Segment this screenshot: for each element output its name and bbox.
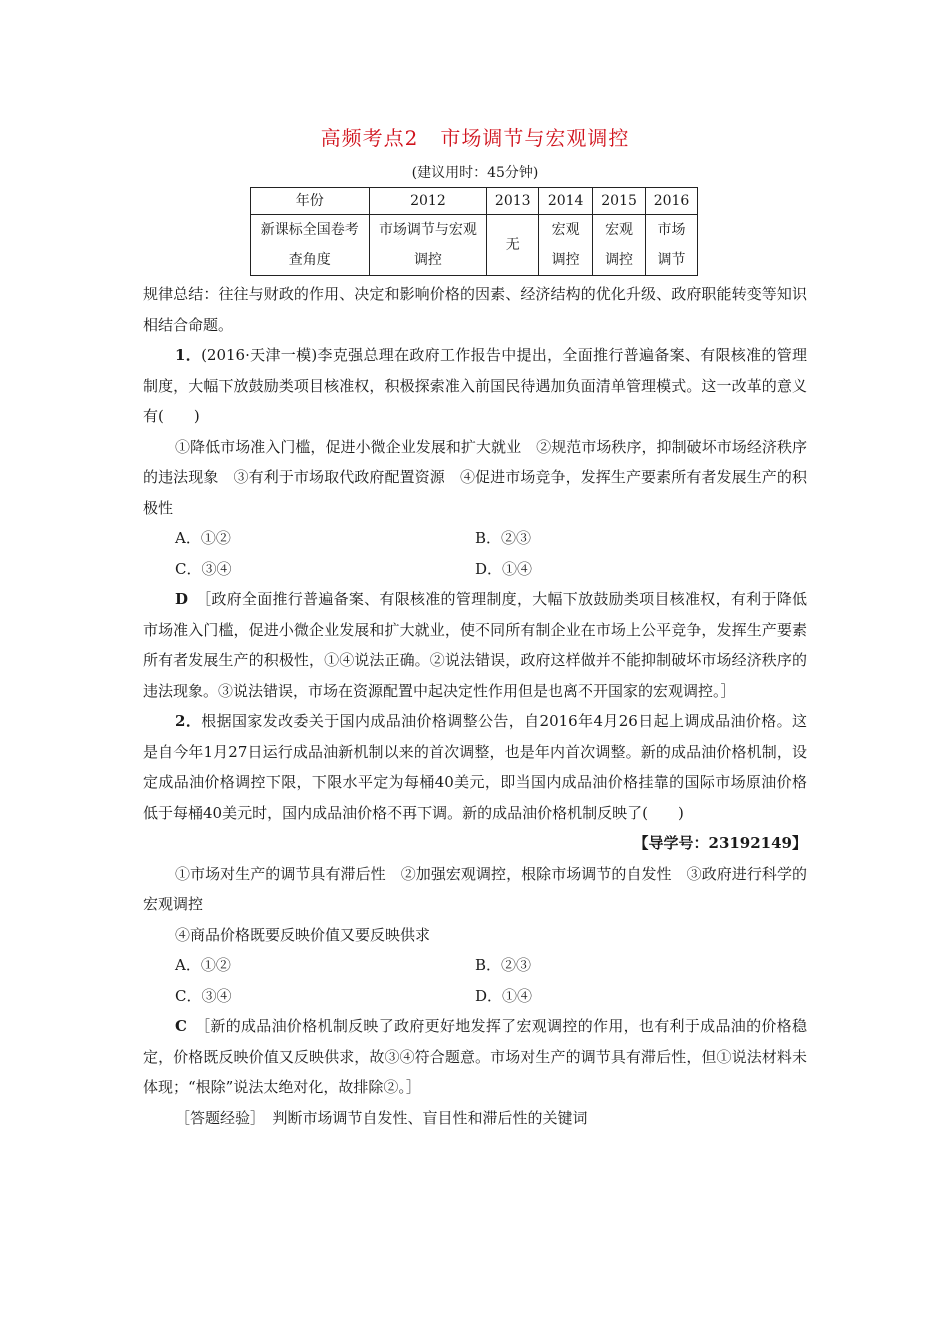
table-row — [251, 215, 698, 276]
question-1-statements: ①降低市场准入门槛，促进小微企业发展和扩大就业 ②规范市场秩序，抑制破坏市场经济秩序的违法现象 ③有利于市场取代政府配置资源 ④促进市场竞争，发挥生产要素所有者发展生产的积极性 — [143, 437, 807, 517]
table-row-label: 新课标全国卷考查角度 — [251, 215, 370, 276]
option-c: C．③④ — [175, 559, 232, 578]
question-2-text: 根据国家发改委关于国内成品油价格调整公告，自2016年4月26日起上调成品油价格。这是自今年1月27日运行成品油新机制以来的首次调整，也是年内首次调整。新的成品油价格机制，设定成品油价格调控下限，下限水平定为每桶40美元，即当国内成品油价格挂靠的国际市场原油价格低于每桶40美元时，国内成品油价格不再下调。新的成品油价格机制反映了( ) — [143, 712, 808, 822]
question-1-options-row-2 — [143, 554, 807, 585]
option-d: D．①④ — [475, 986, 533, 1005]
option-d: D．①④ — [475, 559, 533, 578]
question-2-statements: ①市场对生产的调节具有滞后性 ②加强宏观调控，根除市场调节的自发性 ③政府进行科学的宏观调控 — [143, 864, 807, 913]
table-header-row — [251, 188, 698, 215]
table-header-cell: 2013 — [487, 188, 539, 215]
answer-experience-note: ［答题经验］ 判断市场调节自发性、盲目性和滞后性的关键词 — [175, 1108, 588, 1127]
answer-explanation: ［政府全面推行普遍备案、有限核准的管理制度，大幅下放鼓励类项目核准权，有利于降低市场准入门槛，促进小微企业发展和扩大就业，使不同所有制企业在市场上公平竞争，发挥生产要素所有者发展生产的积极性，①④说法正确。②说法错误，政府这样做并不能抑制破坏市场经济秩序的违法现象。③说法错误，市场在资源配置中起决定性作用但是也离不开国家的宏观调控。］ — [143, 590, 807, 700]
table-header-cell: 2016 — [646, 188, 698, 215]
question-1-answer — [143, 584, 807, 706]
question-2-answer — [143, 1011, 807, 1103]
question-2-statement-4: ④商品价格既要反映价值又要反映供求 — [175, 925, 431, 944]
suggested-time: (建议用时：45分钟) — [411, 165, 539, 181]
table-header-cell: 2012 — [369, 188, 487, 215]
page-title — [0, 122, 950, 151]
question-1-number: 1． — [175, 346, 202, 364]
guide-number: 【导学号：23192149】 — [633, 834, 807, 852]
option-b: B．②③ — [475, 529, 532, 547]
question-2-options-row-2 — [143, 981, 807, 1012]
table-cell: 市场调节 — [646, 215, 698, 276]
option-a: A．①② — [175, 956, 231, 974]
question-2-options-row-1 — [143, 950, 807, 981]
title-topic-name: 市场调节与宏观调控 — [440, 126, 630, 150]
summary-text: 规律总结：往往与财政的作用、决定和影响价格的因素、经济结构的优化升级、政府职能转变等知识相结合命题。 — [143, 285, 807, 334]
exam-survey-table — [250, 187, 698, 276]
question-2-stem — [143, 706, 807, 828]
question-2-number: 2． — [175, 712, 202, 730]
answer-letter: D — [175, 590, 189, 608]
table-cell: 宏观调控 — [593, 215, 646, 276]
answer-explanation: ［新的成品油价格机制反映了政府更好地发挥了宏观调控的作用，也有利于成品油的价格稳定，价格既反映价值又反映供求，故③④符合题意。市场对生产的调节具有滞后性，但①说法材料未体现；“根除”说法太绝对化，故排除②。］ — [143, 1017, 807, 1096]
question-1-stem — [143, 340, 807, 432]
question-1-text: (2016·天津一模)李克强总理在政府工作报告中提出，全面推行普遍备案、有限核准的管理制度，大幅下放鼓励类项目核准权，积极探索准入前国民待遇加负面清单管理模式。这一改革的意义有( ) — [143, 346, 808, 425]
table-header-cell: 年份 — [251, 188, 370, 215]
table-cell: 市场调节与宏观调控 — [369, 215, 487, 276]
option-c: C．③④ — [175, 986, 232, 1005]
question-1-options-row-1 — [143, 523, 807, 554]
document-body — [143, 279, 807, 1133]
table-header-cell: 2015 — [593, 188, 646, 215]
table-header-cell: 2014 — [539, 188, 593, 215]
option-b: B．②③ — [475, 956, 532, 974]
title-topic-number: 高频考点2 — [320, 126, 419, 150]
table-cell: 无 — [487, 215, 539, 276]
answer-letter: C — [175, 1017, 187, 1035]
option-a: A．①② — [175, 529, 231, 547]
table-cell: 宏观调控 — [539, 215, 593, 276]
